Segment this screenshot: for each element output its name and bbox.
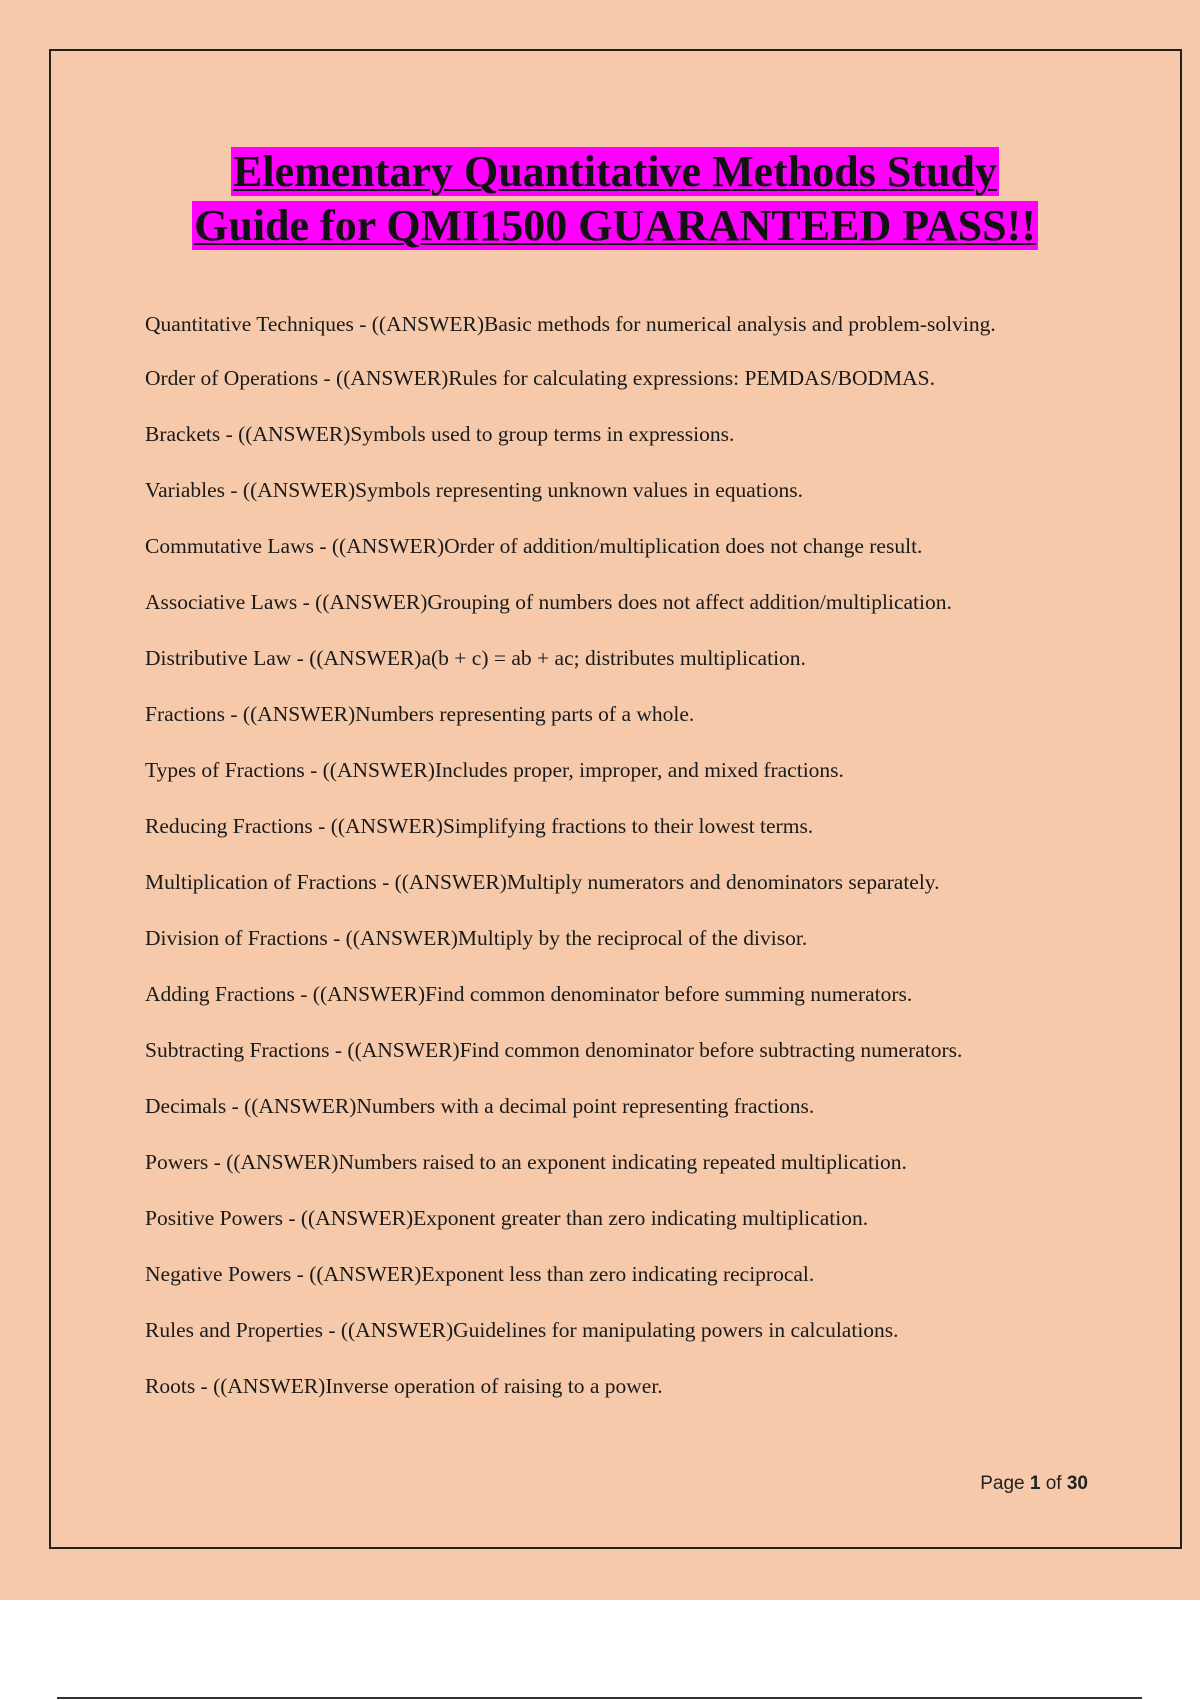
qa-entry: Decimals - ((ANSWER)Numbers with a decimal point representing fractions.	[145, 1094, 815, 1118]
page-number-current: 1	[1029, 1473, 1041, 1494]
qa-entry: Powers - ((ANSWER)Numbers raised to an exponent indicating repeated multiplication.	[145, 1150, 907, 1174]
page-title	[60, 145, 1170, 253]
qa-entry: Distributive Law - ((ANSWER)a(b + c) = ab + ac; distributes multiplication.	[145, 646, 806, 670]
qa-entry: Order of Operations - ((ANSWER)Rules for calculating expressions: PEMDAS/BODMAS.	[145, 366, 936, 390]
qa-entry: Reducing Fractions - ((ANSWER)Simplifying fractions to their lowest terms.	[145, 814, 814, 838]
title-line-1: Elementary Quantitative Methods Study	[233, 147, 997, 196]
bottom-divider	[57, 1697, 1142, 1699]
qa-entry: Division of Fractions - ((ANSWER)Multiply by the reciprocal of the divisor.	[145, 926, 808, 950]
page-number	[980, 1473, 1088, 1495]
title-line-2: Guide for QMI1500 GUARANTEED PASS!!	[194, 201, 1036, 250]
page-number-separator: of	[1045, 1473, 1062, 1494]
page-number-prefix: Page	[980, 1473, 1025, 1494]
page-number-total: 30	[1066, 1473, 1088, 1494]
qa-list	[145, 310, 1080, 1428]
qa-entry: Roots - ((ANSWER)Inverse operation of raising to a power.	[145, 1374, 663, 1398]
qa-entry: Quantitative Techniques - ((ANSWER)Basic methods for numerical analysis and problem-solving.	[145, 312, 996, 336]
qa-entry: Commutative Laws - ((ANSWER)Order of addition/multiplication does not change result.	[145, 534, 923, 558]
qa-entry: Fractions - ((ANSWER)Numbers representing parts of a whole.	[145, 702, 695, 726]
qa-entry: Rules and Properties - ((ANSWER)Guidelines for manipulating powers in calculations.	[145, 1318, 899, 1342]
qa-entry: Positive Powers - ((ANSWER)Exponent greater than zero indicating multiplication.	[145, 1206, 869, 1230]
qa-entry: Variables - ((ANSWER)Symbols representing unknown values in equations.	[145, 478, 804, 502]
qa-entry: Negative Powers - ((ANSWER)Exponent less than zero indicating reciprocal.	[145, 1262, 815, 1286]
qa-entry: Associative Laws - ((ANSWER)Grouping of numbers does not affect addition/multiplication.	[145, 590, 952, 614]
qa-entry: Adding Fractions - ((ANSWER)Find common denominator before summing numerators.	[145, 982, 913, 1006]
qa-entry: Brackets - ((ANSWER)Symbols used to group terms in expressions.	[145, 422, 735, 446]
qa-entry: Types of Fractions - ((ANSWER)Includes proper, improper, and mixed fractions.	[145, 758, 844, 782]
qa-entry: Subtracting Fractions - ((ANSWER)Find common denominator before subtracting numerators.	[145, 1038, 963, 1062]
qa-entry: Multiplication of Fractions - ((ANSWER)Multiply numerators and denominators separately.	[145, 870, 940, 894]
